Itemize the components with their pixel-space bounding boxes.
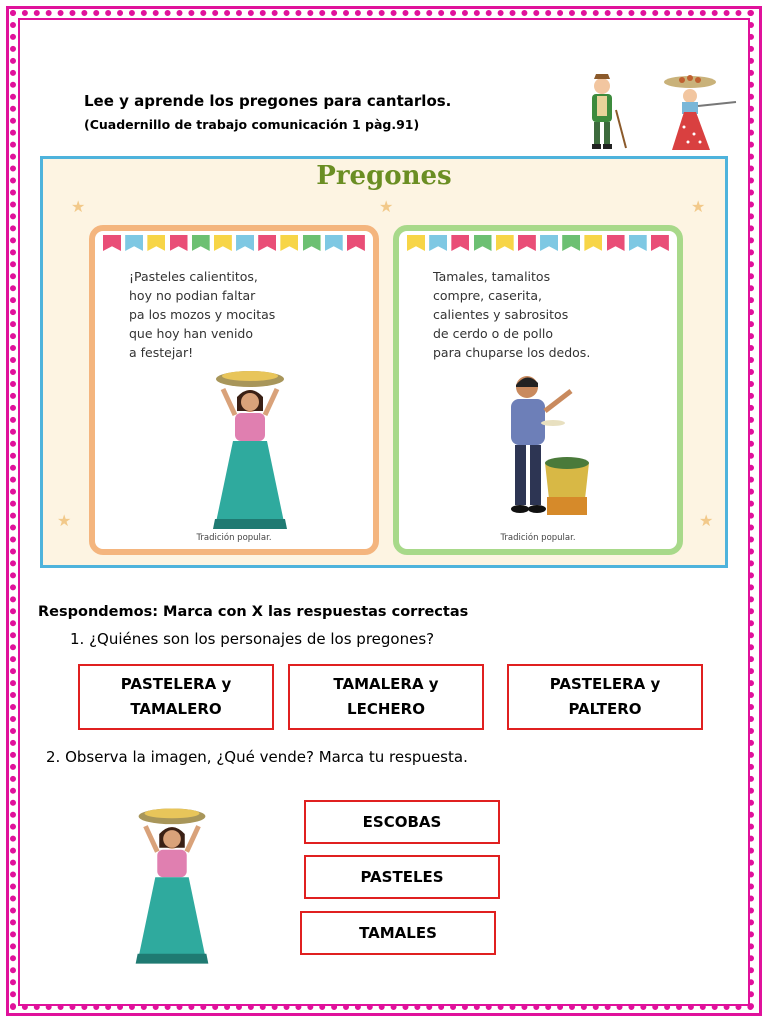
pregones-panel [40,156,728,568]
pastelera-card [89,225,379,555]
answer-escobas[interactable]: ESCOBAS [304,800,500,844]
answer-option-1[interactable]: PASTELERA y TAMALERO [78,664,274,730]
question-1: 1. ¿Quiénes son los personajes de los pregones? [70,630,435,648]
answer-option-2[interactable]: TAMALERA y LECHERO [288,664,484,730]
star-icon: ★ [71,197,86,216]
right-caption: Tradición popular. [500,533,576,543]
question-2: 2. Observa la imagen, ¿Qué vende? Marca tu respuesta. [46,748,468,766]
star-icon: ★ [379,197,394,216]
pastelera-figure-icon [118,800,226,975]
star-icon: ★ [699,511,714,530]
tamalero-poem: Tamales, tamalitos compre, caserita, calientes y sabrositos de cerdo o de pollo para chuparse los dedos. [433,269,591,360]
page-title: Lee y aprende los pregones para cantarlos. [84,92,452,110]
pastelera-poem: ¡Pasteles calientitos, hoy no podian faltar pa los mozos y mocitas que hoy han venido a festejar! [129,269,276,360]
star-icon: ★ [691,197,706,216]
instruction-text: Respondemos: Marca con X las respuestas correctas [38,604,469,620]
answer-tamales[interactable]: TAMALES [300,911,496,955]
tamalero-card [393,225,683,555]
pastelera-figure-icon [195,369,305,534]
tamalero-figure-icon [495,371,605,531]
page-subtitle: (Cuadernillo de trabajo comunicación 1 pàg.91) [84,117,420,132]
answer-pasteles[interactable]: PASTELES [304,855,500,899]
left-caption: Tradición popular. [196,533,272,543]
man-figure-icon [580,70,640,152]
panel-title: Pregones [316,161,452,191]
woman-tray-figure-icon [654,72,740,152]
star-icon: ★ [57,511,72,530]
bunting-flags [407,235,669,255]
answer-option-3[interactable]: PASTELERA y PALTERO [507,664,703,730]
bunting-flags [103,235,365,255]
